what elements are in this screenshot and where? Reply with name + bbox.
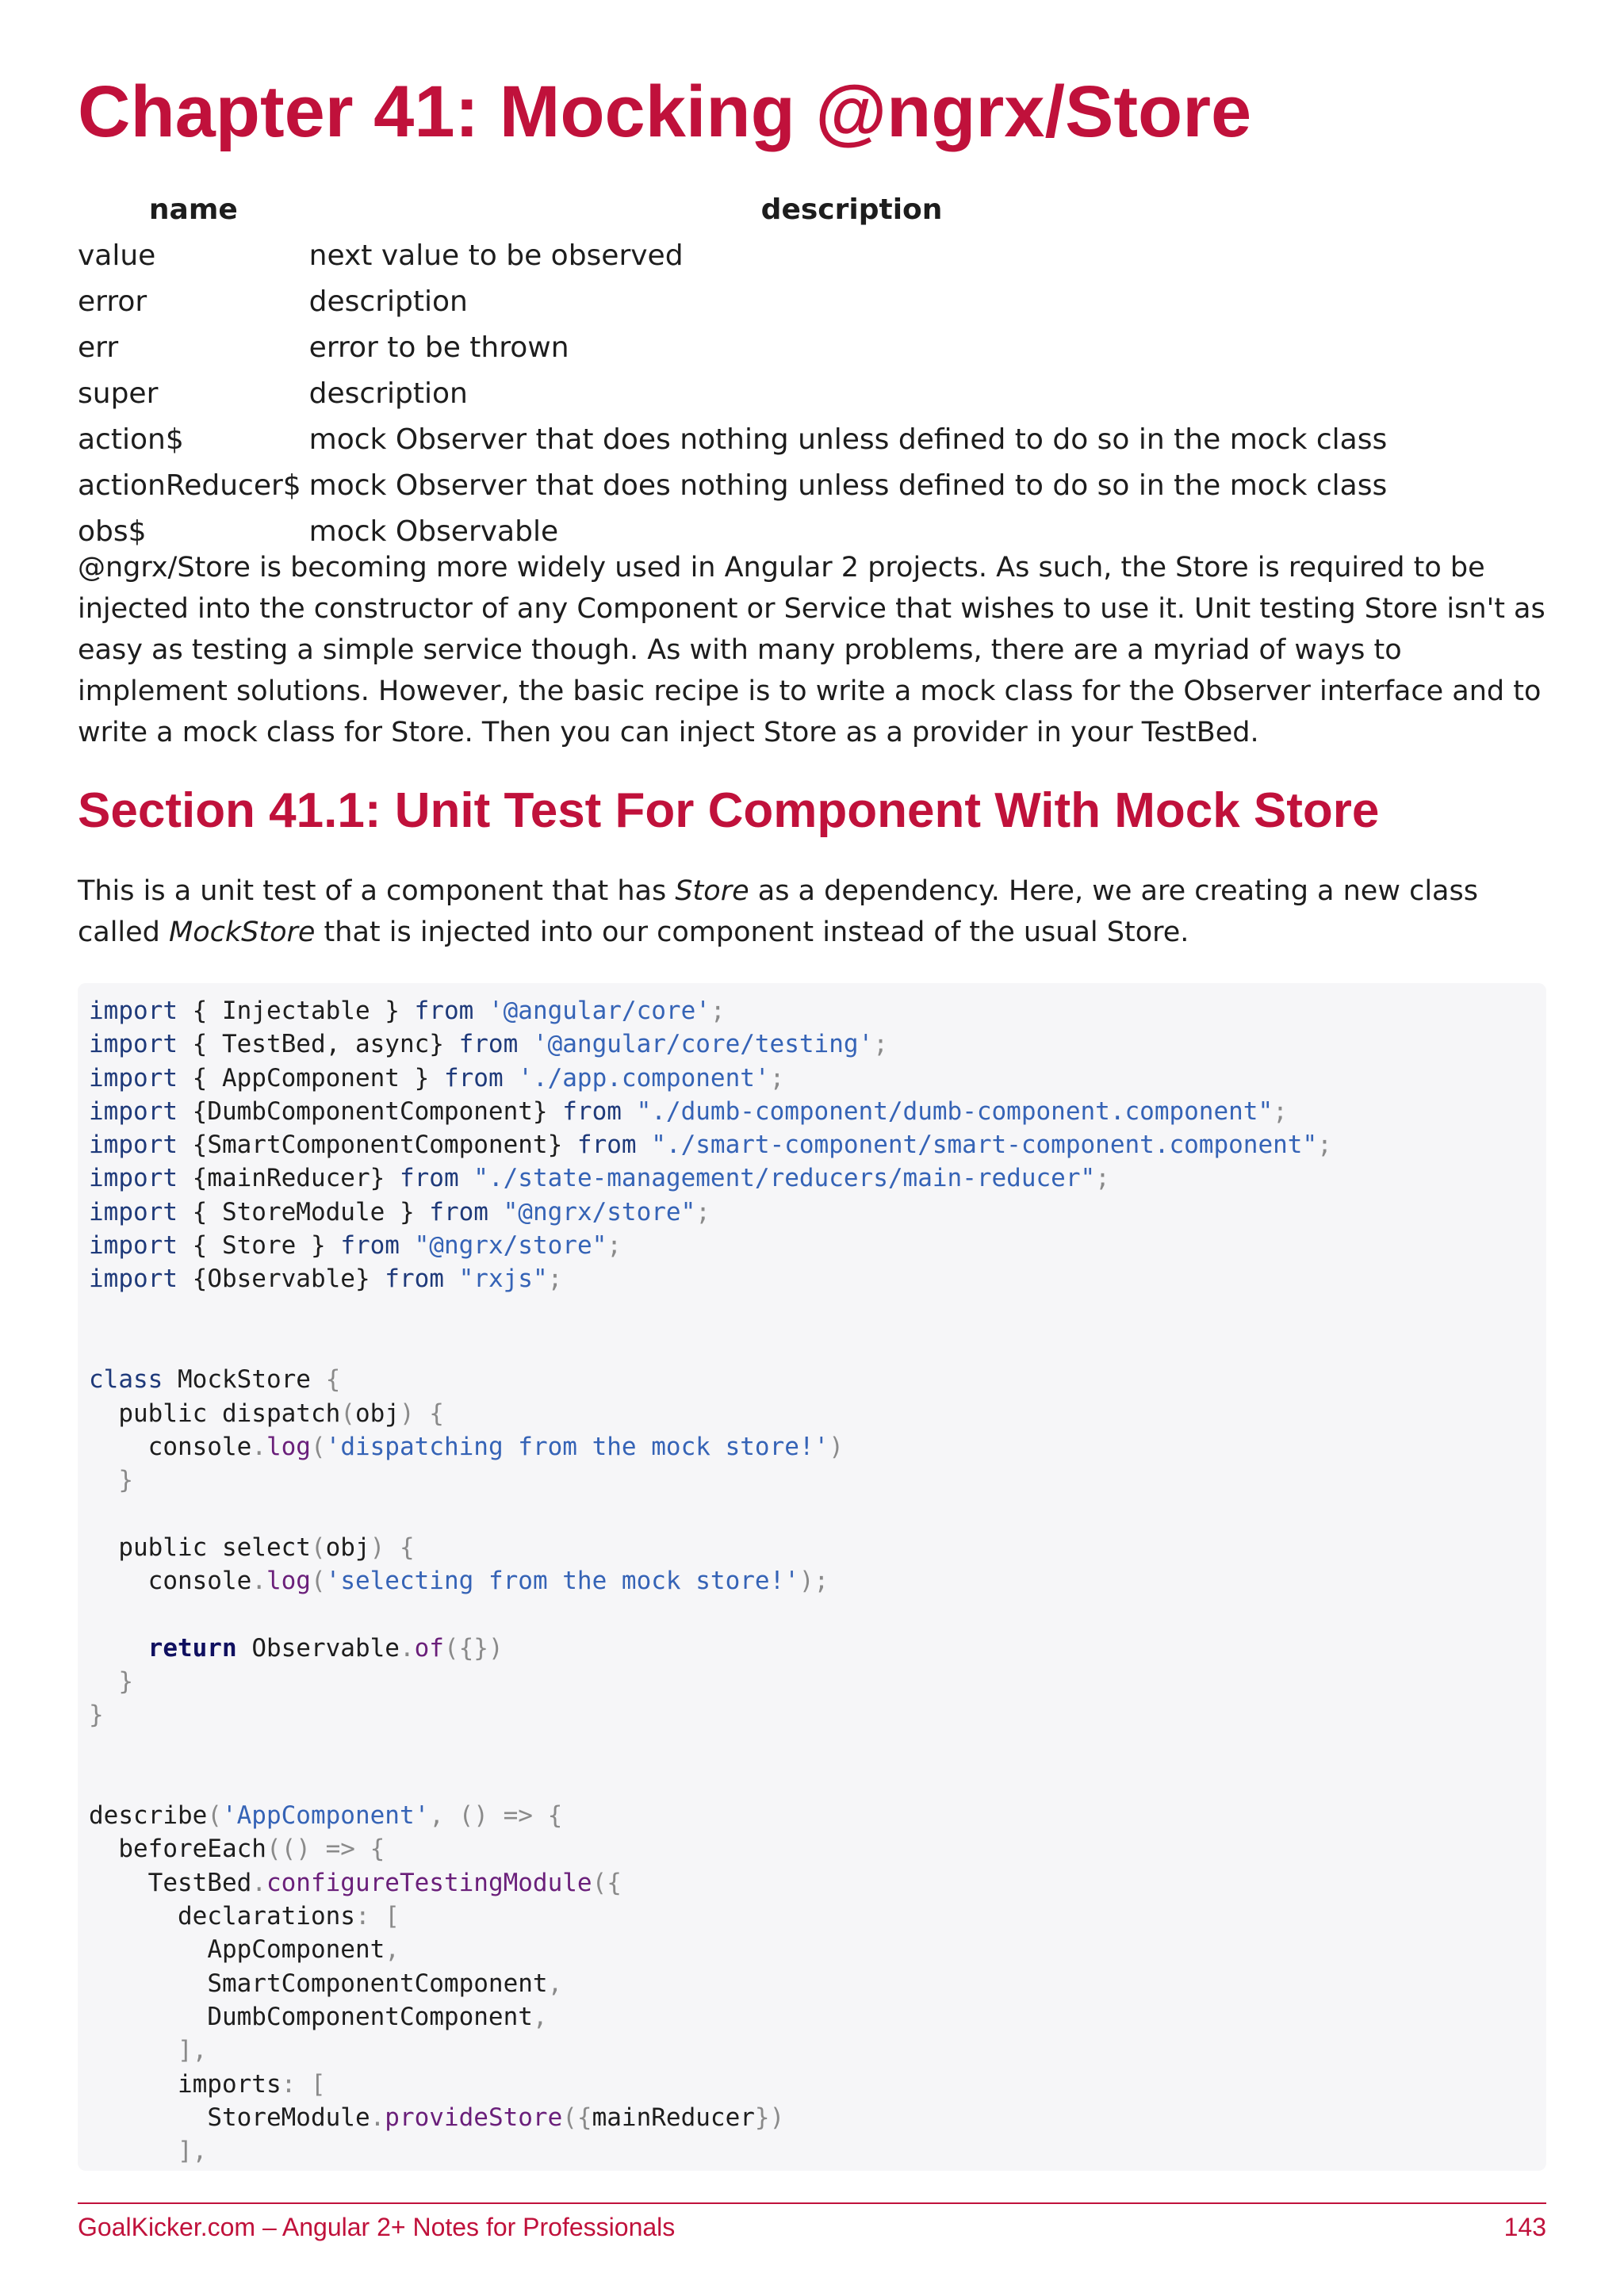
param-name: actionReducer$ — [78, 469, 301, 502]
footer-divider — [78, 2202, 1546, 2204]
code-line: ], — [177, 2036, 208, 2065]
code-line: import {SmartComponentComponent} from "./smart-component/smart-component.component"; — [89, 1131, 1332, 1160]
code-line: public dispatch(obj) { — [118, 1399, 444, 1428]
code-line: beforeEach(() => { — [118, 1835, 385, 1864]
param-description: mock Observer that does nothing unless defined to do so in the mock class — [308, 469, 1388, 502]
code-line: DumbComponentComponent, — [207, 2002, 548, 2031]
code-line: declarations: [ — [177, 1902, 400, 1931]
section-title: Section 41.1: Unit Test For Component With Mock Store — [78, 783, 1380, 838]
code-line: AppComponent, — [207, 1935, 400, 1965]
code-line: StoreModule.provideStore({mainReducer}) — [207, 2103, 785, 2132]
param-description: mock Observer that does nothing unless defined to do so in the mock class — [308, 423, 1388, 456]
code-line: import { Store } from "@ngrx/store"; — [89, 1231, 622, 1261]
code-line: return Observable.of({}) — [147, 1633, 504, 1663]
emphasis-mockstore: MockStore — [169, 916, 316, 948]
code-line: SmartComponentComponent, — [207, 1969, 563, 1998]
section-text-part: This is a unit test of a component that has — [78, 875, 676, 907]
param-description: next value to be observed — [308, 239, 684, 272]
param-description: mock Observable — [308, 515, 559, 548]
chapter-title: Chapter 41: Mocking @ngrx/Store — [78, 71, 1252, 152]
code-line: import { AppComponent } from './app.component'; — [89, 1063, 785, 1093]
code-line: ], — [177, 2137, 208, 2166]
code-block — [78, 983, 1546, 2171]
parameters-table — [78, 187, 1546, 555]
code-line: class MockStore { — [89, 1365, 341, 1395]
emphasis-store: Store — [675, 875, 749, 907]
code-line: console.log('dispatching from the mock store!') — [147, 1432, 844, 1461]
code-line: console.log('selecting from the mock store!'); — [147, 1567, 829, 1596]
code-line: } — [118, 1667, 133, 1696]
code-line: import {DumbComponentComponent} from "./dumb-component/dumb-component.component"; — [89, 1096, 1288, 1126]
code-line: import {mainReducer} from "./state-management/reducers/main-reducer"; — [89, 1164, 1110, 1193]
param-name: obs$ — [78, 515, 147, 548]
code-line: public select(obj) { — [118, 1533, 415, 1562]
param-name: error — [78, 285, 147, 318]
code-line: import { Injectable } from '@angular/core'; — [89, 997, 726, 1025]
code-line: } — [118, 1466, 133, 1495]
code-line: import {Observable} from "rxjs"; — [89, 1265, 563, 1294]
param-name: action$ — [78, 423, 184, 456]
code-line: TestBed.configureTestingModule({ — [147, 1868, 622, 1897]
section-text-part: as a dependency. Here, we are creating a new class called — [78, 875, 1478, 948]
page-number: 143 — [1503, 2213, 1546, 2241]
code-line: describe('AppComponent', () => { — [89, 1801, 563, 1831]
param-description: error to be thrown — [308, 331, 569, 364]
intro-paragraph: @ngrx/Store is becoming more widely used in Angular 2 projects. As such, the Store is required to be injected into the constructor of any Component or Service that wishes to use it. Unit testing Store isn't as easy as testing a simple service though. As with many problems, there are a myriad of ways to implement solutions. However, the basic recipe is to write a mock class for the Observer interface and to write a mock class for Store. Then you can inject Store as a provider in your TestBed. — [78, 552, 1545, 748]
code-line: import { StoreModule } from "@ngrx/store"; — [89, 1197, 710, 1226]
table-row — [78, 371, 1546, 417]
column-header-description: description — [760, 193, 943, 226]
table-row — [78, 233, 1546, 279]
param-name: err — [78, 331, 119, 364]
table-row — [78, 325, 1546, 371]
code-line: } — [89, 1701, 104, 1730]
table-header-row — [78, 187, 1546, 233]
table-row — [78, 463, 1546, 509]
param-description: description — [308, 377, 468, 410]
code-line: imports: [ — [177, 2069, 326, 2099]
param-name: value — [78, 239, 156, 272]
code-listing — [89, 994, 1546, 2168]
section-paragraph — [78, 871, 1546, 953]
param-name: super — [78, 377, 159, 410]
table-row — [78, 279, 1546, 325]
footer-title: GoalKicker.com – Angular 2+ Notes for Professionals — [78, 2213, 676, 2241]
column-header-name: name — [148, 193, 238, 226]
code-line: import { TestBed, async} from '@angular/core/testing'; — [89, 1030, 888, 1059]
section-text-part: that is injected into our component instead of the usual Store. — [315, 916, 1189, 948]
table-row — [78, 417, 1546, 463]
param-description: description — [308, 285, 468, 318]
